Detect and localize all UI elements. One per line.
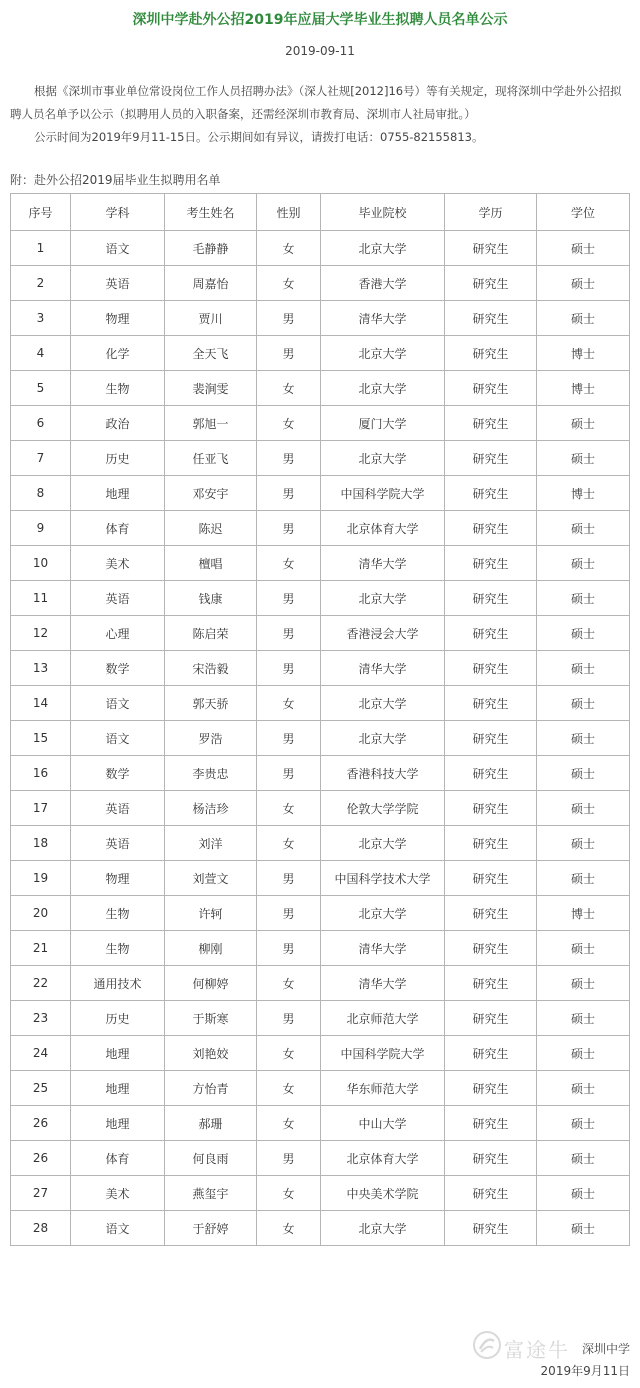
cell-gender: 男: [257, 931, 321, 966]
cell-school: 清华大学: [321, 651, 445, 686]
cell-gender: 女: [257, 826, 321, 861]
cell-name: 柳刚: [165, 931, 257, 966]
cell-degree: 硕士: [537, 651, 630, 686]
cell-index: 15: [11, 721, 71, 756]
cell-name: 刘洋: [165, 826, 257, 861]
cell-gender: 女: [257, 1211, 321, 1246]
cell-subject: 体育: [71, 1141, 165, 1176]
cell-index: 2: [11, 266, 71, 301]
cell-education: 研究生: [445, 1176, 537, 1211]
cell-school: 北京大学: [321, 336, 445, 371]
cell-index: 25: [11, 1071, 71, 1106]
cell-school: 北京大学: [321, 1211, 445, 1246]
header-index: 序号: [11, 194, 71, 231]
table-body: [11, 231, 630, 1246]
cell-education: 研究生: [445, 336, 537, 371]
cell-index: 9: [11, 511, 71, 546]
cell-subject: 地理: [71, 1071, 165, 1106]
cell-degree: 硕士: [537, 861, 630, 896]
table-row: [11, 1211, 630, 1246]
table-row: [11, 686, 630, 721]
futu-logo-icon: [472, 1330, 502, 1360]
cell-index: 24: [11, 1036, 71, 1071]
cell-education: 研究生: [445, 896, 537, 931]
cell-degree: 硕士: [537, 546, 630, 581]
cell-degree: 硕士: [537, 1001, 630, 1036]
cell-education: 研究生: [445, 231, 537, 266]
cell-index: 21: [11, 931, 71, 966]
cell-education: 研究生: [445, 651, 537, 686]
table-row: [11, 231, 630, 266]
cell-subject: 美术: [71, 546, 165, 581]
cell-index: 8: [11, 476, 71, 511]
cell-school: 北京师范大学: [321, 1001, 445, 1036]
cell-gender: 女: [257, 1071, 321, 1106]
cell-name: 邓安宇: [165, 476, 257, 511]
notice-paragraph-period: 公示时间为2019年9月11-15日。公示期间如有异议，请拨打电话：0755-82155813。: [34, 130, 484, 144]
cell-index: 4: [11, 336, 71, 371]
cell-degree: 硕士: [537, 1176, 630, 1211]
cell-school: 北京体育大学: [321, 511, 445, 546]
cell-degree: 硕士: [537, 406, 630, 441]
cell-subject: 历史: [71, 441, 165, 476]
cell-education: 研究生: [445, 826, 537, 861]
cell-gender: 男: [257, 581, 321, 616]
table-row: [11, 476, 630, 511]
cell-school: 北京大学: [321, 826, 445, 861]
cell-degree: 硕士: [537, 1071, 630, 1106]
header-name: 考生姓名: [165, 194, 257, 231]
cell-subject: 体育: [71, 511, 165, 546]
table-row: [11, 371, 630, 406]
cell-index: 23: [11, 1001, 71, 1036]
cell-index: 16: [11, 756, 71, 791]
cell-gender: 女: [257, 791, 321, 826]
cell-subject: 语文: [71, 686, 165, 721]
watermark-text: 富途牛: [504, 1338, 570, 1362]
footer-date: 2019年9月11日: [540, 1364, 630, 1378]
cell-gender: 女: [257, 1036, 321, 1071]
cell-index: 1: [11, 231, 71, 266]
table-row: [11, 511, 630, 546]
cell-degree: 硕士: [537, 1141, 630, 1176]
cell-education: 研究生: [445, 686, 537, 721]
cell-gender: 男: [257, 861, 321, 896]
cell-education: 研究生: [445, 791, 537, 826]
cell-gender: 女: [257, 1176, 321, 1211]
cell-name: 檀唱: [165, 546, 257, 581]
cell-subject: 生物: [71, 896, 165, 931]
cell-name: 于斯寒: [165, 1001, 257, 1036]
cell-subject: 通用技术: [71, 966, 165, 1001]
cell-index: 28: [11, 1211, 71, 1246]
table-row: [11, 616, 630, 651]
header-education: 学历: [445, 194, 537, 231]
cell-school: 中国科学院大学: [321, 1036, 445, 1071]
cell-education: 研究生: [445, 1106, 537, 1141]
cell-name: 何柳婷: [165, 966, 257, 1001]
cell-subject: 英语: [71, 581, 165, 616]
cell-education: 研究生: [445, 1001, 537, 1036]
cell-school: 中国科学技术大学: [321, 861, 445, 896]
table-row: [11, 266, 630, 301]
cell-degree: 硕士: [537, 266, 630, 301]
header-gender: 性别: [257, 194, 321, 231]
table-row: [11, 336, 630, 371]
cell-gender: 女: [257, 371, 321, 406]
cell-gender: 男: [257, 511, 321, 546]
cell-gender: 男: [257, 721, 321, 756]
attachment-label: 附：赴外公招2019届毕业生拟聘用名单: [10, 173, 221, 187]
cell-name: 杨洁珍: [165, 791, 257, 826]
header-subject: 学科: [71, 194, 165, 231]
table-row: [11, 1071, 630, 1106]
cell-degree: 硕士: [537, 441, 630, 476]
cell-education: 研究生: [445, 966, 537, 1001]
cell-index: 19: [11, 861, 71, 896]
cell-gender: 女: [257, 686, 321, 721]
cell-name: 刘萱文: [165, 861, 257, 896]
cell-name: 郭天骄: [165, 686, 257, 721]
cell-school: 中山大学: [321, 1106, 445, 1141]
cell-name: 陈启荣: [165, 616, 257, 651]
cell-education: 研究生: [445, 441, 537, 476]
cell-education: 研究生: [445, 476, 537, 511]
cell-index: 14: [11, 686, 71, 721]
header-school: 毕业院校: [321, 194, 445, 231]
cell-education: 研究生: [445, 756, 537, 791]
cell-subject: 政治: [71, 406, 165, 441]
cell-education: 研究生: [445, 406, 537, 441]
cell-degree: 硕士: [537, 301, 630, 336]
cell-degree: 硕士: [537, 1106, 630, 1141]
cell-school: 华东师范大学: [321, 1071, 445, 1106]
cell-gender: 男: [257, 651, 321, 686]
cell-name: 钱康: [165, 581, 257, 616]
table-row: [11, 966, 630, 1001]
cell-name: 于舒婷: [165, 1211, 257, 1246]
cell-name: 任亚飞: [165, 441, 257, 476]
cell-subject: 地理: [71, 476, 165, 511]
cell-gender: 男: [257, 301, 321, 336]
cell-subject: 历史: [71, 1001, 165, 1036]
cell-gender: 男: [257, 616, 321, 651]
cell-gender: 男: [257, 896, 321, 931]
table-row: [11, 896, 630, 931]
cell-index: 10: [11, 546, 71, 581]
cell-gender: 男: [257, 441, 321, 476]
cell-degree: 硕士: [537, 581, 630, 616]
candidate-table: [10, 193, 630, 1246]
table-row: [11, 406, 630, 441]
cell-index: 17: [11, 791, 71, 826]
cell-school: 厦门大学: [321, 406, 445, 441]
table-row: [11, 581, 630, 616]
table-row: [11, 756, 630, 791]
cell-gender: 女: [257, 406, 321, 441]
cell-degree: 硕士: [537, 1036, 630, 1071]
cell-name: 贾川: [165, 301, 257, 336]
cell-index: 26: [11, 1141, 71, 1176]
cell-index: 11: [11, 581, 71, 616]
table-row: [11, 301, 630, 336]
cell-school: 清华大学: [321, 301, 445, 336]
cell-school: 香港科技大学: [321, 756, 445, 791]
cell-subject: 生物: [71, 371, 165, 406]
cell-school: 北京大学: [321, 686, 445, 721]
cell-gender: 男: [257, 756, 321, 791]
table-row: [11, 861, 630, 896]
cell-education: 研究生: [445, 1036, 537, 1071]
cell-degree: 硕士: [537, 826, 630, 861]
cell-subject: 语文: [71, 231, 165, 266]
cell-name: 毛静静: [165, 231, 257, 266]
cell-subject: 地理: [71, 1036, 165, 1071]
cell-index: 7: [11, 441, 71, 476]
cell-education: 研究生: [445, 1141, 537, 1176]
cell-degree: 硕士: [537, 686, 630, 721]
cell-gender: 男: [257, 476, 321, 511]
footer-school: 深圳中学: [581, 1342, 630, 1356]
cell-school: 清华大学: [321, 546, 445, 581]
cell-subject: 语文: [71, 1211, 165, 1246]
cell-degree: 硕士: [537, 931, 630, 966]
cell-subject: 化学: [71, 336, 165, 371]
cell-education: 研究生: [445, 266, 537, 301]
cell-name: 何良雨: [165, 1141, 257, 1176]
cell-education: 研究生: [445, 546, 537, 581]
cell-subject: 美术: [71, 1176, 165, 1211]
cell-index: 22: [11, 966, 71, 1001]
cell-school: 北京大学: [321, 896, 445, 931]
cell-subject: 生物: [71, 931, 165, 966]
cell-degree: 博士: [537, 896, 630, 931]
notice-title: 深圳中学赴外公招2019年应届大学毕业生拟聘人员名单公示: [132, 12, 508, 28]
cell-education: 研究生: [445, 1071, 537, 1106]
cell-school: 北京大学: [321, 371, 445, 406]
cell-subject: 英语: [71, 791, 165, 826]
cell-school: 香港浸会大学: [321, 616, 445, 651]
table-row: [11, 1001, 630, 1036]
cell-name: 刘艳姣: [165, 1036, 257, 1071]
table-row: [11, 651, 630, 686]
cell-index: 12: [11, 616, 71, 651]
cell-school: 清华大学: [321, 931, 445, 966]
notice-date: 2019-09-11: [285, 44, 355, 58]
cell-gender: 女: [257, 231, 321, 266]
table-row: [11, 546, 630, 581]
cell-education: 研究生: [445, 721, 537, 756]
cell-gender: 女: [257, 266, 321, 301]
cell-gender: 女: [257, 1106, 321, 1141]
cell-degree: 博士: [537, 371, 630, 406]
table-row: [11, 826, 630, 861]
cell-gender: 女: [257, 546, 321, 581]
table-row: [11, 1141, 630, 1176]
cell-name: 许轲: [165, 896, 257, 931]
table-row: [11, 1036, 630, 1071]
cell-name: 李贵忠: [165, 756, 257, 791]
cell-name: 裴涧雯: [165, 371, 257, 406]
cell-education: 研究生: [445, 931, 537, 966]
cell-gender: 男: [257, 336, 321, 371]
cell-school: 清华大学: [321, 966, 445, 1001]
cell-education: 研究生: [445, 861, 537, 896]
cell-school: 伦敦大学学院: [321, 791, 445, 826]
cell-school: 北京大学: [321, 721, 445, 756]
cell-subject: 物理: [71, 301, 165, 336]
cell-name: 周嘉怡: [165, 266, 257, 301]
cell-index: 5: [11, 371, 71, 406]
table-row: [11, 931, 630, 966]
header-degree: 学位: [537, 194, 630, 231]
cell-subject: 地理: [71, 1106, 165, 1141]
cell-education: 研究生: [445, 1211, 537, 1246]
cell-degree: 硕士: [537, 231, 630, 266]
table-header-row: [11, 194, 630, 231]
table-row: [11, 721, 630, 756]
watermark: [470, 1326, 590, 1366]
cell-degree: 硕士: [537, 616, 630, 651]
cell-subject: 数学: [71, 756, 165, 791]
cell-school: 中央美术学院: [321, 1176, 445, 1211]
cell-degree: 硕士: [537, 966, 630, 1001]
cell-index: 6: [11, 406, 71, 441]
table-row: [11, 441, 630, 476]
cell-school: 香港大学: [321, 266, 445, 301]
cell-name: 燕玺宇: [165, 1176, 257, 1211]
cell-name: 全天飞: [165, 336, 257, 371]
cell-degree: 硕士: [537, 756, 630, 791]
cell-index: 26: [11, 1106, 71, 1141]
cell-index: 27: [11, 1176, 71, 1211]
cell-school: 北京体育大学: [321, 1141, 445, 1176]
cell-index: 3: [11, 301, 71, 336]
notice-paragraph-rules: 根据《深圳市事业单位常设岗位工作人员招聘办法》（深人社规[2012]16号）等有关规定，现将深圳中学赴外公招拟聘人员名单予以公示（拟聘用人员的入职备案，还需经深圳市教育局、深圳市人社局审批。）: [10, 84, 622, 121]
cell-gender: 男: [257, 1141, 321, 1176]
cell-index: 18: [11, 826, 71, 861]
cell-name: 郝珊: [165, 1106, 257, 1141]
cell-name: 陈迟: [165, 511, 257, 546]
table-row: [11, 1176, 630, 1211]
cell-index: 20: [11, 896, 71, 931]
cell-subject: 英语: [71, 266, 165, 301]
table-row: [11, 791, 630, 826]
cell-degree: 博士: [537, 476, 630, 511]
cell-gender: 女: [257, 966, 321, 1001]
cell-subject: 物理: [71, 861, 165, 896]
cell-degree: 硕士: [537, 721, 630, 756]
cell-name: 宋浩毅: [165, 651, 257, 686]
cell-education: 研究生: [445, 371, 537, 406]
cell-education: 研究生: [445, 301, 537, 336]
cell-school: 北京大学: [321, 441, 445, 476]
cell-school: 中国科学院大学: [321, 476, 445, 511]
cell-name: 郭旭一: [165, 406, 257, 441]
cell-gender: 男: [257, 1001, 321, 1036]
cell-index: 13: [11, 651, 71, 686]
cell-degree: 硕士: [537, 1211, 630, 1246]
cell-subject: 数学: [71, 651, 165, 686]
cell-name: 方怡青: [165, 1071, 257, 1106]
cell-school: 北京大学: [321, 581, 445, 616]
cell-education: 研究生: [445, 511, 537, 546]
cell-subject: 心理: [71, 616, 165, 651]
cell-subject: 语文: [71, 721, 165, 756]
cell-name: 罗浩: [165, 721, 257, 756]
cell-education: 研究生: [445, 616, 537, 651]
cell-subject: 英语: [71, 826, 165, 861]
cell-degree: 博士: [537, 336, 630, 371]
table-row: [11, 1106, 630, 1141]
cell-degree: 硕士: [537, 791, 630, 826]
cell-school: 北京大学: [321, 231, 445, 266]
cell-degree: 硕士: [537, 511, 630, 546]
cell-education: 研究生: [445, 581, 537, 616]
